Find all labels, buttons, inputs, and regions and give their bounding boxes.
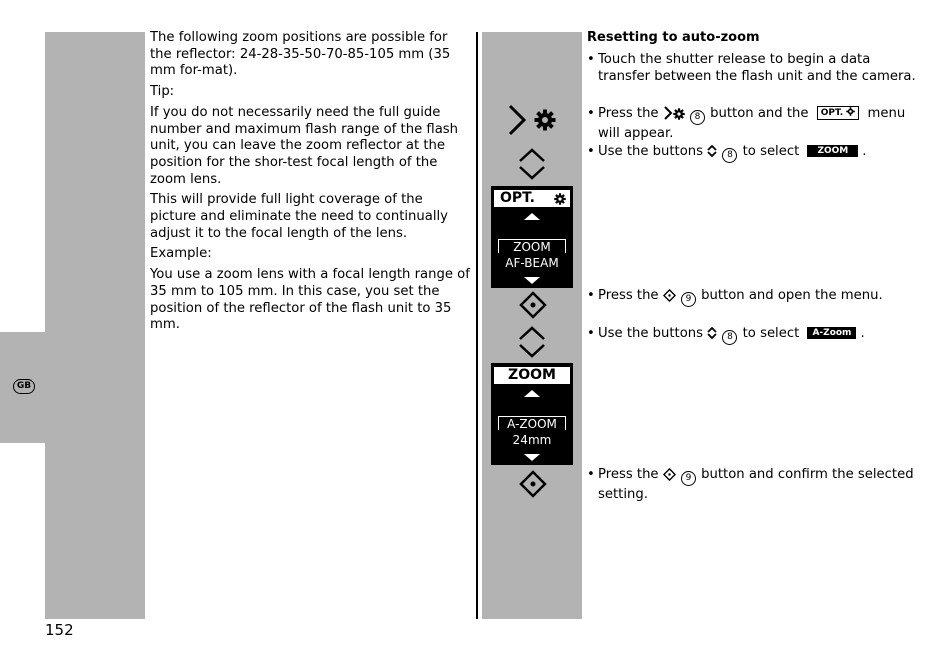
lcd-selected-item: A-ZOOM — [498, 416, 566, 430]
step-5-text-c: . — [860, 326, 865, 341]
step-4-text-b: button and open the menu. — [701, 288, 883, 303]
a-zoom-chip: A-Zoom — [807, 327, 856, 339]
lcd-up-arrow — [524, 213, 540, 220]
button-number-badge: 9 — [681, 292, 696, 307]
button-number-badge: 8 — [722, 330, 737, 345]
chevron-right-icon — [507, 104, 529, 136]
left-text-column — [150, 30, 472, 338]
section-heading: Resetting to auto-zoom — [587, 30, 760, 45]
lcd-opt-menu — [491, 186, 573, 288]
bullet: • — [587, 106, 595, 121]
up-down-arrows-icon — [517, 326, 547, 358]
opt-menu-chip — [817, 106, 860, 120]
lcd-next-item: AF-BEAM — [505, 256, 559, 270]
step-3-text-a: Use the buttons — [598, 144, 704, 159]
gear-icon — [673, 108, 685, 120]
page-number: 152 — [45, 621, 74, 639]
bullet: • — [587, 326, 595, 341]
step-2-text-c: menu will appear. — [598, 106, 906, 141]
bullet: • — [587, 288, 595, 303]
step-4 — [587, 287, 917, 307]
step-6 — [587, 466, 917, 503]
step-2-text-b: button and the — [710, 106, 809, 121]
lcd-next-item: 24mm — [512, 433, 552, 447]
button-number-badge: 8 — [722, 148, 737, 163]
lcd-zoom-title: ZOOM — [494, 367, 570, 384]
step-2-text-a: Press the — [598, 106, 659, 121]
example-paragraph: You use a zoom lens with a focal length range of 35 mm to 105 mm. In this case, you set the position of the reflector of the flash unit to 35 mm. — [150, 267, 470, 333]
example-label: Example: — [150, 246, 212, 262]
button-number-badge: 8 — [690, 110, 705, 125]
diamond-dot-icon — [519, 291, 547, 319]
bullet: • — [587, 144, 595, 159]
opt-menu-chip-label: OPT. — [820, 108, 844, 118]
left-margin-bar — [45, 32, 145, 619]
step-3-text-b: to select — [742, 144, 800, 159]
lcd-opt-title-text: OPT. — [500, 190, 535, 206]
diamond-dot-icon — [519, 470, 547, 498]
language-badge: GB — [13, 379, 35, 394]
step-5-text-b: to select — [742, 326, 800, 341]
step-6-text-b: button and confirm the selected setting. — [598, 467, 914, 502]
step-5 — [587, 325, 917, 345]
tip-paragraph: If you do not necessarily need the full guide number and maximum flash range of the flash unit, you can leave the zoom reflector at the position for the shor-test focal length of the zoom lens. — [150, 104, 459, 187]
gear-icon — [846, 107, 855, 116]
step-3-text-c: . — [862, 144, 867, 159]
step-6-text-a: Press the — [598, 467, 659, 482]
zoom-chip: ZOOM — [807, 145, 858, 157]
column-divider — [476, 32, 478, 619]
lcd-up-arrow — [524, 390, 540, 397]
gear-icon — [554, 193, 566, 205]
bullet: • — [587, 52, 595, 67]
diamond-dot-icon — [663, 468, 676, 481]
step-2 — [587, 105, 917, 142]
step-3 — [587, 143, 917, 163]
bullet: • — [587, 467, 595, 482]
lcd-opt-title — [494, 190, 570, 207]
lcd-zoom-menu — [491, 363, 573, 465]
lcd-down-arrow — [524, 277, 540, 284]
button-number-badge: 9 — [681, 471, 696, 486]
up-down-arrows-icon — [707, 144, 717, 158]
lcd-down-arrow — [524, 454, 540, 461]
step-1-text: Touch the shutter release to begin a data transfer between the flash unit and the camera. — [598, 52, 916, 84]
coverage-paragraph: This will provide full light coverage of the picture and eliminate the need to continually adjust it to the focal length of the lens. — [150, 192, 448, 241]
up-down-arrows-icon — [517, 148, 547, 180]
step-5-text-a: Use the buttons — [598, 326, 704, 341]
diamond-dot-icon — [663, 289, 676, 302]
zoom-positions-paragraph: The following zoom positions are possible for the reflector: 24-28-35-50-70-85-105 mm (35 mm for-mat). — [150, 30, 451, 79]
step-1 — [587, 51, 917, 85]
lcd-selected-item: ZOOM — [498, 239, 566, 253]
chevron-right-icon — [663, 106, 673, 120]
step-4-text-a: Press the — [598, 288, 659, 303]
tip-label: Tip: — [150, 84, 175, 100]
gear-icon — [534, 109, 556, 131]
up-down-arrows-icon — [707, 326, 717, 340]
